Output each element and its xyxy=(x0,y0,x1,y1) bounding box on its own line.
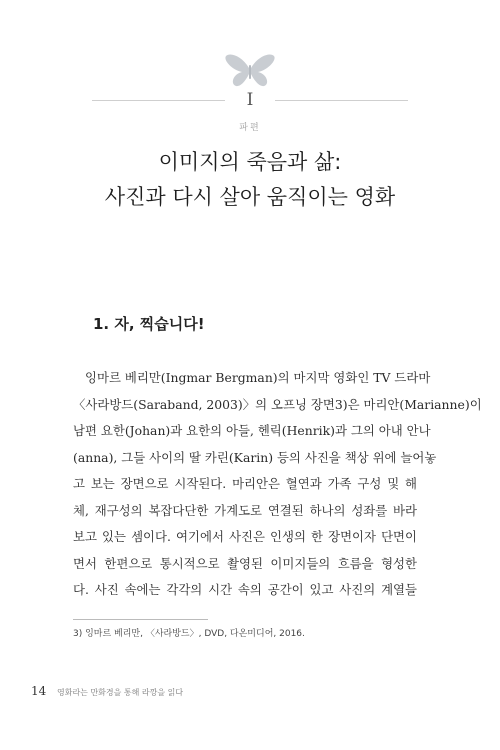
butterfly-icon xyxy=(220,52,280,92)
body-line: 체, 재구성의 복잡다단한 가계도로 연결된 하나의 성좌를 바라 xyxy=(73,502,417,518)
section-heading: 1. 자, 찍습니다! xyxy=(93,315,205,333)
body-line: (anna), 그들 사이의 딸 카린(Karin) 등의 사진을 책상 위에 늘어놓 xyxy=(73,449,437,465)
running-title: 영화라는 만화경을 통해 라깡을 읽다 xyxy=(57,688,184,697)
body-line: 다. 사진 속에는 각각의 시간 속의 공간이 있고 사진의 계열들 xyxy=(73,582,417,597)
part-label: 파편 xyxy=(239,123,261,133)
body-line: 남편 요한(Johan)과 요한의 아들, 헨릭(Henrik)과 그의 아내 안나 xyxy=(73,423,431,438)
page-number: 14 xyxy=(31,684,47,698)
body-line: 고 보는 장면으로 시작된다. 마리안은 혈연과 가족 구성 및 해 xyxy=(73,476,417,491)
body-line: 면서 한편으로 통시적으로 촬영된 이미지들의 흐름을 형성한 xyxy=(73,555,417,571)
body-line: 〈사라방드(Saraband, 2003)〉의 오프닝 장면3)은 마리안(Marianne)이 xyxy=(73,396,482,412)
body-line: 보고 있는 셈이다. 여기에서 사진은 인생의 한 장면이자 단면이 xyxy=(73,529,417,544)
body-paragraph xyxy=(73,365,482,604)
chapter-title-line: 사진과 다시 살아 움직이는 영화 xyxy=(104,185,396,209)
footnote-rule xyxy=(73,619,208,620)
footnote: 3) 잉마르 베리만, 〈사라방드〉, DVD, 다온미디어, 2016. xyxy=(73,629,305,639)
chapter-title-line: 이미지의 죽음과 삶: xyxy=(158,150,342,174)
body-line: 잉마르 베리만(Ingmar Bergman)의 마지막 영화인 TV 드라마 xyxy=(85,370,431,385)
chapter-title xyxy=(0,145,500,215)
chapter-number: I xyxy=(246,90,254,110)
